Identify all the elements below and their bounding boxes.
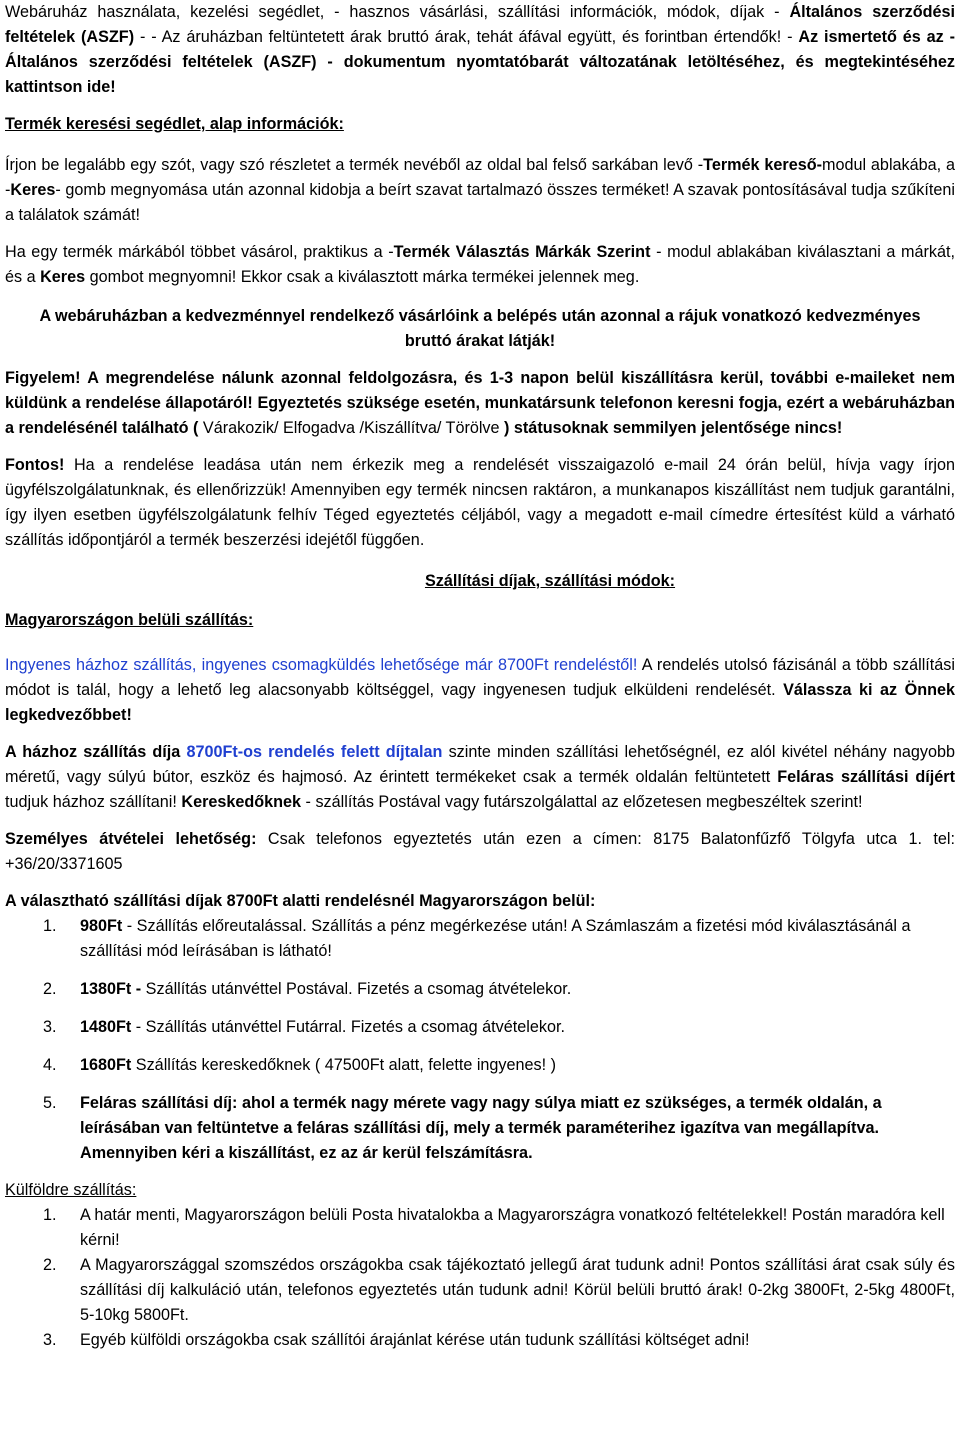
fee-item-number: 1. — [43, 917, 57, 935]
abroad-item-text: Egyéb külföldi országokba csak szállítói árajánlat kérése után tudunk szállítási költséget adni! — [80, 1331, 750, 1349]
fontos-paragraph — [5, 453, 955, 553]
fees-list — [5, 914, 955, 1166]
figyelem-text-1: A megrendelése nálunk azonnal feldolgozásra, és 1-3 napon belül kiszállításra kerül, további e-maileket nem küldünk a rendelése állapotáról! Egyeztetés szüksége esetén, munkatársunk telefonon keresni fogja, ezért a webáruházban a rendelésénél található ( — [5, 369, 955, 437]
fee-item-text: - Szállítás utánvéttel Futárral. Fizetés a csomag átvételekor. — [131, 1018, 565, 1036]
home-delivery-text-2: tudjuk házhoz szállítani! — [5, 793, 182, 811]
fees-heading: A választható szállítási díjak 8700Ft alatti rendelésnél Magyarországon belül: — [5, 892, 596, 910]
abroad-item — [5, 1328, 955, 1353]
fontos-label: Fontos! — [5, 456, 65, 474]
merchants-label: Kereskedőknek — [181, 793, 302, 811]
discount-notice: A webáruházban a kedvezménnyel rendelkező vásárlóink a belépés után azonnal a rájuk vonatkozó kedvezményes bruttó árakat látják! — [39, 307, 921, 350]
home-delivery-text-3: - szállítás Postával vagy futárszolgálattal az előzetesen megbeszéltek szerint! — [301, 793, 863, 811]
search-text-2: modul ablakába, a - — [5, 156, 956, 199]
pickup-paragraph — [5, 827, 955, 877]
fee-item — [5, 1053, 955, 1078]
fee-item — [5, 1015, 955, 1040]
fee-item-text: Szállítás utánvéttel Postával. Fizetés a csomag átvételekor. — [141, 980, 572, 998]
shipping-title: Szállítási díjak, szállítási módok: — [424, 572, 676, 590]
abroad-heading: Külföldre szállítás: — [5, 1181, 137, 1199]
home-delivery-text-1: szinte minden szállítási lehetőségnél, ez alól kivétel néhány nagyobb méretű, vagy súlyú bútor, eszköz és hajmosó. Az érintett termékeket csak a termék oldalán feltüntetett — [5, 743, 955, 786]
figyelem-text-2: ) státusoknak semmilyen jelentősége nincs! — [499, 419, 843, 437]
abroad-item — [5, 1203, 955, 1253]
home-delivery-free-highlight: 8700Ft-os rendelés felett díjtalan — [186, 743, 443, 761]
product-search-module-name: Termék kereső- — [703, 156, 822, 174]
search-heading: Termék keresési segédlet, alap információk: — [5, 115, 344, 133]
fee-item — [5, 1091, 955, 1166]
fee-item-price: 1380Ft - — [80, 980, 142, 998]
status-list: Várakozik/ Elfogadva /Kiszállítva/ Törölve — [202, 419, 500, 437]
intro-text-1: Webáruház használata, kezelési segédlet, - hasznos vásárlási, szállítási információk, módok, díjak - — [5, 3, 790, 21]
pickup-label: Személyes átvételei lehetőség: — [5, 830, 257, 848]
abroad-item-number: 1. — [43, 1206, 57, 1224]
fee-item — [5, 914, 955, 964]
fee-item-price: 980Ft — [80, 917, 123, 935]
brand-text-1: Ha egy termék márkából többet vásárol, praktikus a - — [5, 243, 394, 261]
abroad-item-text: A Magyarországgal szomszédos országokba csak tájékoztató jellegű árat tudunk adni! Pontos szállítási árat csak súly és szállítási díj kalkuláció után, telefonos egyeztetés után tudunk adni! Körül belüli bruttó árak! 0-2kg 3800Ft, 2-5kg 4800Ft, 5-10kg 5800Ft. — [80, 1256, 955, 1324]
free-shipping-text: A rendelés utolsó fázisánál a több szállítási módot is talál, hogy a lehető leg alacsonyabb költséggel, vagy ingyenesen tudjuk elküldeni rendelését. — [5, 656, 955, 699]
free-shipping-highlight: Ingyenes házhoz szállítás, ingyenes csomagküldés lehetősége már 8700Ft rendeléstől! — [5, 656, 638, 674]
figyelem-label: Figyelem! — [5, 369, 81, 387]
abroad-item-number: 2. — [43, 1256, 57, 1274]
keres-button-name-2: Keres — [40, 268, 86, 286]
fee-item-text: Szállítás kereskedőknek ( 47500Ft alatt, felette ingyenes! ) — [131, 1056, 556, 1074]
figyelem-paragraph — [5, 366, 955, 441]
fontos-text: Ha a rendelése leadása után nem érkezik meg a rendelését visszaigazoló e-mail 24 órán belül, hívja vagy írjon ügyfélszolgálatunknak, és ellenőrizzük! Amennyiben egy termék nincsen raktáron, a munkanapos kiszállítást nem tudjuk garantálni, így ilyen esetben ügyfélszolgálatunk felhív Téged egyeztetés céljából, vagy a megadott e-mail címedre értesítést küld a várható szállítás időpontjáról a termék beszerzési idejétől függően. — [5, 456, 955, 549]
fee-item-number: 5. — [43, 1094, 57, 1112]
pickup-text: Csak telefonos egyeztetés után ezen a címen: 8175 Balatonfűzfő Tölgyfa utca 1. tel: +36/20/3371605 — [5, 830, 955, 873]
search-paragraph-1 — [5, 153, 955, 228]
domestic-heading: Magyarországon belüli szállítás: — [5, 611, 254, 629]
free-shipping-paragraph — [5, 653, 955, 728]
fee-item-number: 2. — [43, 980, 57, 998]
fee-item-text: - Szállítás előreutalással. Szállítás a pénz megérkezése után! A Számlaszám a fizetési mód kiválasztásánál a szállítási mód leírásában is látható! — [80, 917, 911, 960]
home-delivery-label: A házhoz szállítás díja — [5, 743, 187, 761]
intro-paragraph — [5, 0, 955, 100]
abroad-item-text: A határ menti, Magyarországon belüli Posta hivatalokba a Magyarországra vonatkozó feltételekkel! Postán maradóra kell kérni! — [80, 1206, 945, 1249]
search-text-1: Írjon be legalább egy szót, vagy szó részletet a termék nevéből az oldal bal felső sarkában levő - — [5, 156, 704, 174]
abroad-item — [5, 1253, 955, 1328]
intro-text-2: - - Az áruházban feltüntetett árak bruttó árak, tehát áfával együtt, és forintban értendők! - — [134, 28, 799, 46]
abroad-list — [5, 1203, 955, 1353]
abroad-item-number: 3. — [43, 1331, 57, 1349]
home-delivery-paragraph — [5, 740, 955, 815]
search-text-3: - gomb megnyomása után azonnal kidobja a beírt szavat tartalmazó összes terméket! A szavak pontosításával tudja szűkíteni a találatok számát! — [5, 181, 955, 224]
search-paragraph-2 — [5, 240, 955, 290]
fee-item-price: Feláras szállítási díj: ahol a termék nagy mérete vagy nagy súlya miatt ez szükséges, a termék oldalán, a leírásában van feltüntetve a feláras szállítási díj, mely a termék paraméterihez igazítva van megállapítva. Amennyiben kéri a kiszállítást, ez az ár kerül felszámításra. — [80, 1094, 882, 1162]
fee-item-number: 3. — [43, 1018, 57, 1036]
surcharge-label: Feláras szállítási díjért — [777, 768, 955, 786]
brand-text-2: - modul ablakában kiválasztani a márkát, és a — [5, 243, 956, 286]
fee-item-price: 1480Ft — [80, 1018, 132, 1036]
fee-item — [5, 977, 955, 1002]
fee-item-number: 4. — [43, 1056, 57, 1074]
aszf-download-link[interactable]: Az ismertető és az - Általános szerződési feltételek (ASZF) - dokumentum nyomtatóbarát változatának letöltéséhez, és megtekintéséhez kattintson ide! — [5, 28, 955, 96]
aszf-title: Általános szerződési feltételek (ASZF) — [5, 3, 955, 46]
fee-item-price: 1680Ft — [80, 1056, 132, 1074]
brand-module-name: Termék Választás Márkák Szerint — [393, 243, 651, 261]
choose-best-text: Válassza ki az Önnek legkedvezőbbet! — [5, 681, 955, 724]
brand-text-3: gombot megnyomni! Ekkor csak a kiválasztott márka termékei jelennek meg. — [85, 268, 640, 286]
keres-button-name: Keres — [10, 181, 56, 199]
